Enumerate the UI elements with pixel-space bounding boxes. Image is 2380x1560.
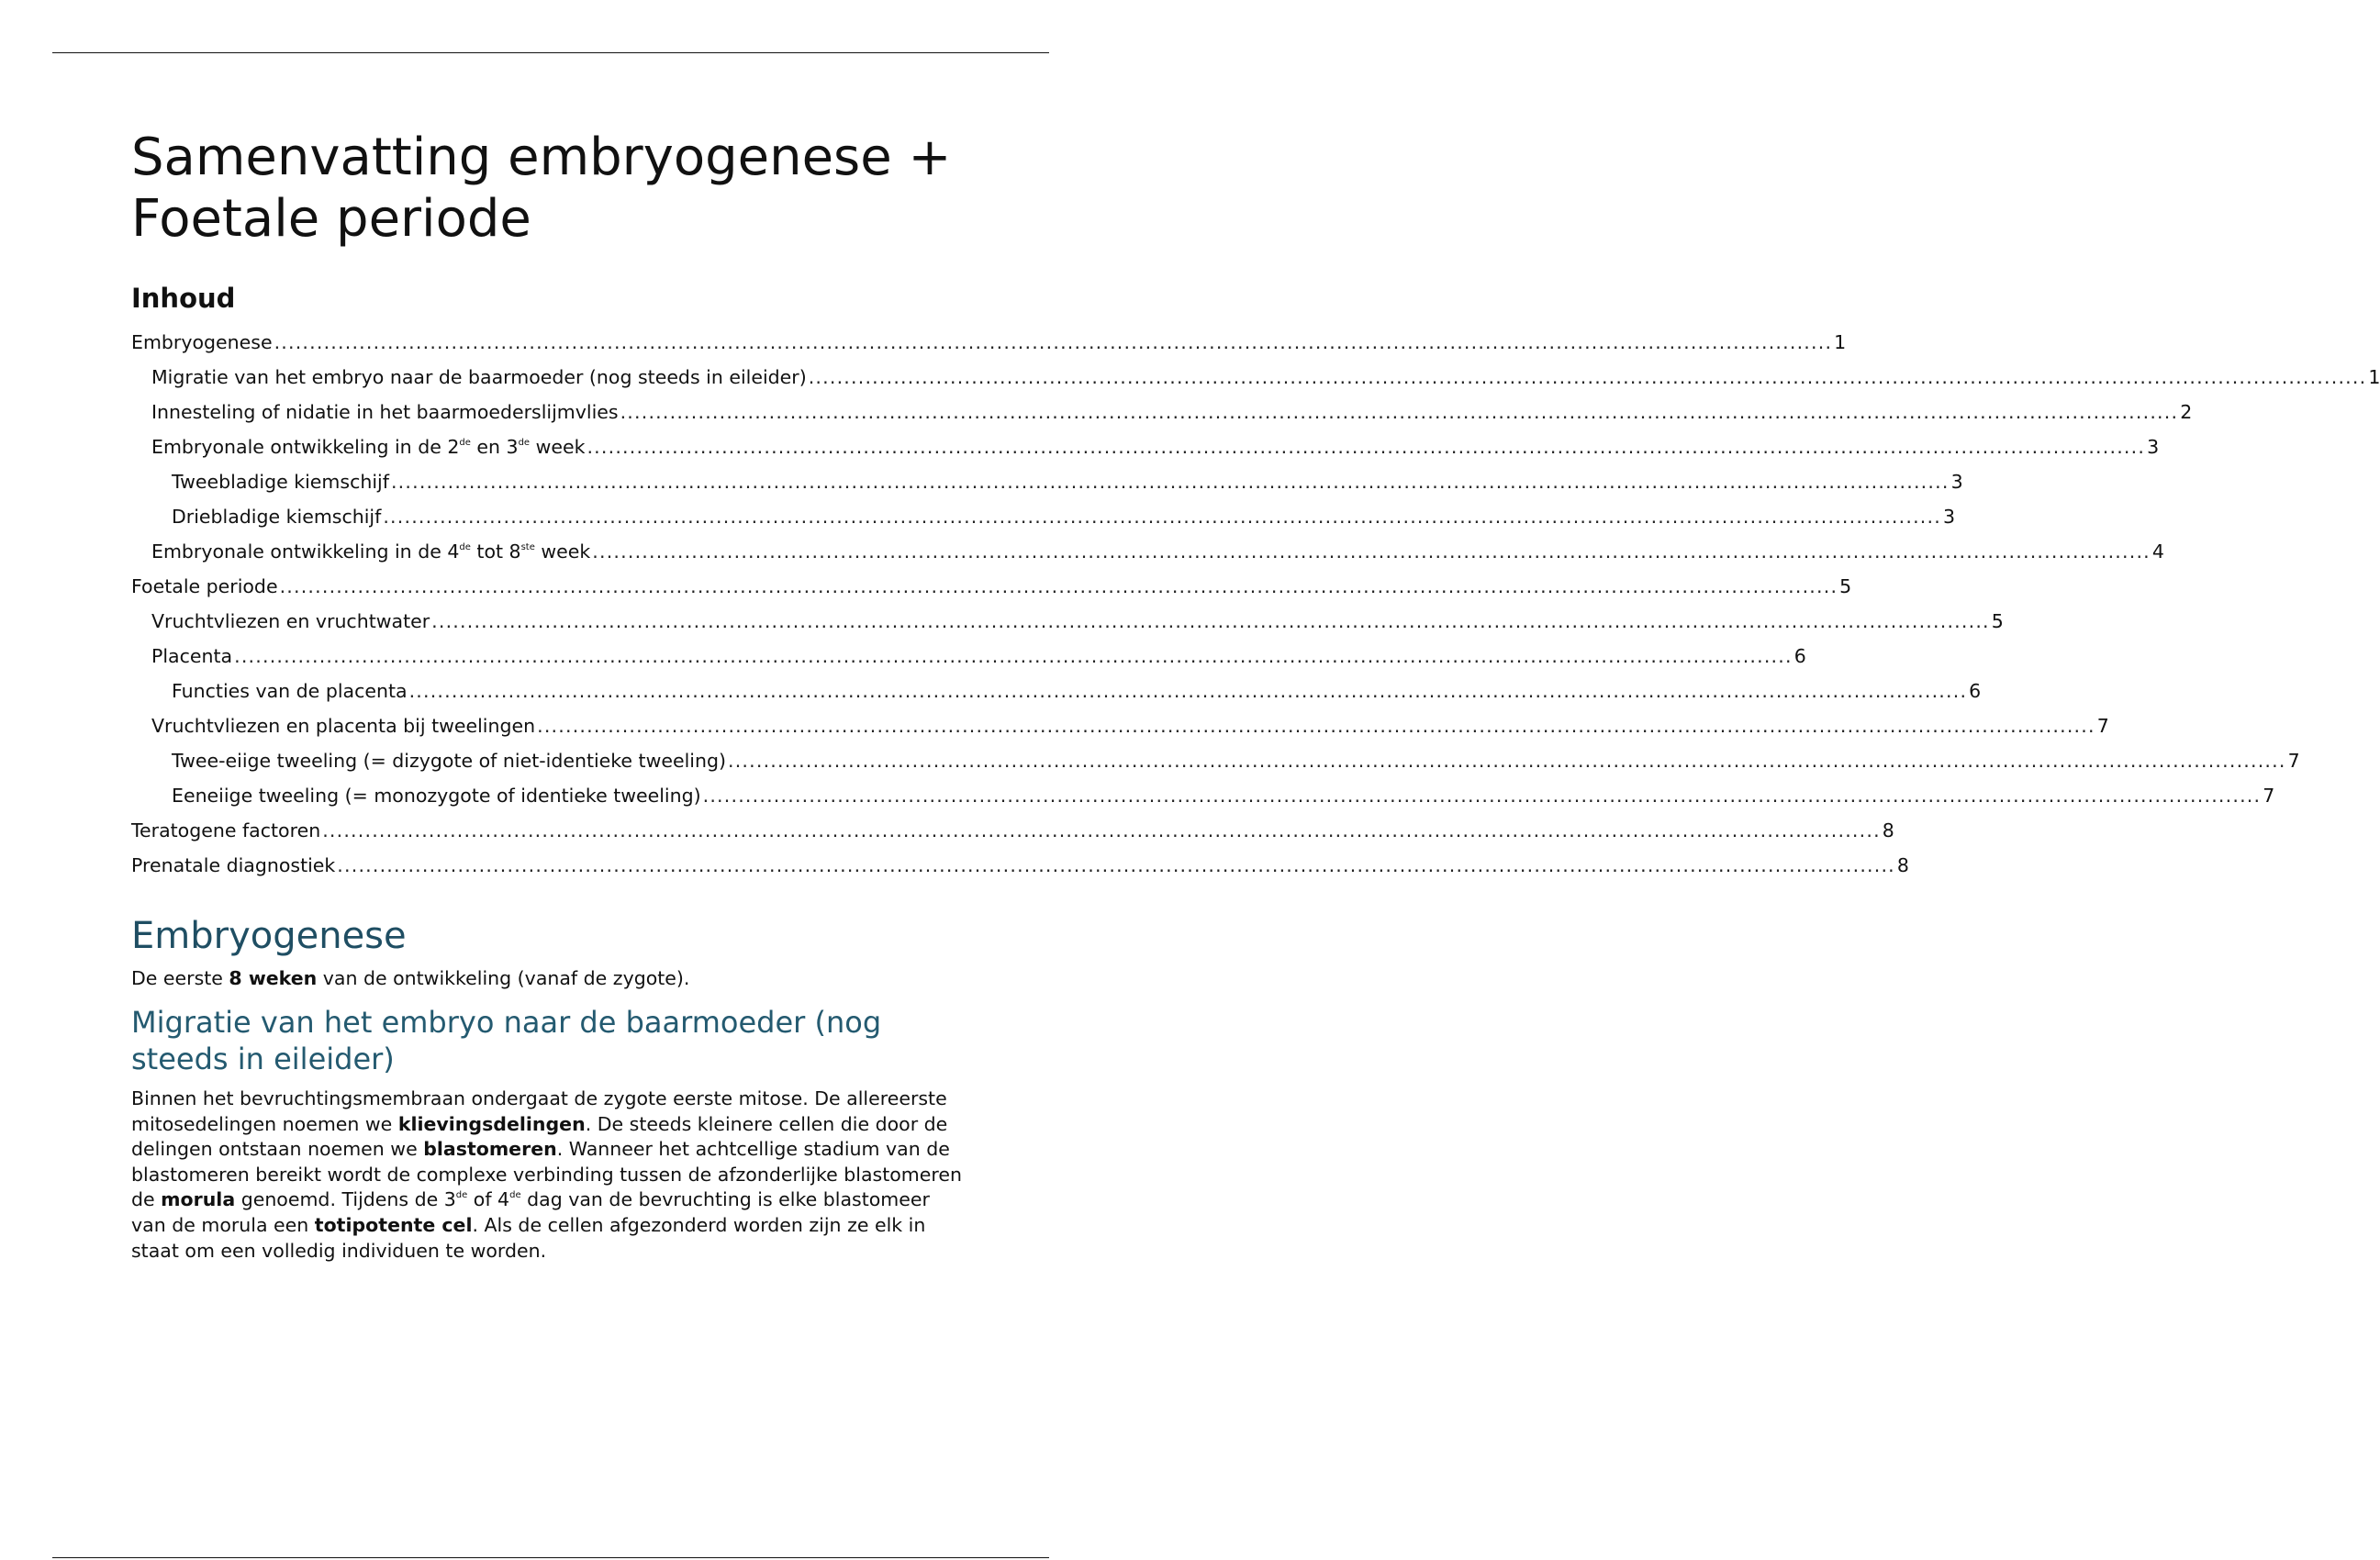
text-run: Binnen het bevruchtingsmembraan ondergaat de zygote eerste mitose. De allereerste mitosedelingen noemen we [131,1087,947,1135]
toc-entry-title [172,464,389,499]
text-run: Embryonale ontwikkeling in de 4 [151,540,460,563]
toc-page-number: 7 [2287,750,2300,772]
toc-entry[interactable] [131,499,1955,534]
text-run: Placenta [151,645,233,667]
text-run: Vruchtvliezen en vruchtwater [151,610,430,632]
superscript: ste [520,542,535,552]
toc-entry-title [151,708,535,743]
subsection-heading: Migratie van het embryo naar de baarmoeder (nog steeds in eileider) [131,1005,882,1076]
text-run: Embryonale ontwikkeling in de 2 [151,436,460,458]
toc-entry-title [172,778,701,813]
toc-leader-dots: ............................................................................................................................................................................................................................ [537,715,2095,737]
toc-page-number: 5 [1991,610,2004,632]
toc-page-number: 8 [1896,854,1909,876]
toc-entry[interactable] [131,395,2193,429]
text-run: Embryogenese [131,331,273,353]
toc-leader-dots: ............................................................................................................................................................................................................................ [279,575,1838,597]
toc-entry[interactable] [131,360,2380,395]
toc-leader-dots: ............................................................................................................................................................................................................................ [408,680,1968,702]
bold-term: 8 weken [229,967,318,989]
bold-term: totipotente cel [314,1213,473,1236]
bottom-rule [52,1557,1049,1558]
text-run: Twee-eiige tweeling (= dizygote of niet-identieke tweeling) [172,750,726,772]
text-run: van de ontwikkeling (vanaf de zygote). [317,967,690,989]
toc-entry[interactable] [131,813,1894,848]
toc-heading: Inhoud [131,283,236,314]
toc-entry-title [151,429,585,464]
toc-page-number: 3 [1950,471,1963,493]
toc-entry-title [131,569,278,604]
toc-entry-title [172,743,726,778]
toc-entry[interactable] [131,639,1806,674]
text-run: Prenatale diagnostiek [131,854,336,876]
toc-entry[interactable] [131,429,2160,464]
superscript: de [509,1190,521,1201]
toc-leader-dots: ............................................................................................................................................................................................................................ [274,331,1833,353]
text-run: Functies van de placenta [172,680,408,702]
text-run: Foetale periode [131,575,278,597]
toc-entry-title [131,848,335,883]
toc-page-number: 3 [1942,506,1955,528]
toc-entry[interactable] [131,569,1852,604]
toc-entry-title [131,325,273,360]
text-run: Innesteling of nidatie in het baarmoederslijmvlies [151,401,619,423]
text-run: . Wanneer het achtcellige stadium van de blastomeren bereikt wordt de complexe verbinding tussen de afzonderlijke blastomeren de [131,1138,962,1211]
text-run: Driebladige kiemschijf [172,506,382,528]
toc-entry-title [131,813,320,848]
toc-entry[interactable] [131,743,2300,778]
text-run: De eerste [131,967,229,989]
toc-page-number: 8 [1882,819,1894,841]
toc-leader-dots: ............................................................................................................................................................................................................................ [592,540,2151,563]
toc-leader-dots: ............................................................................................................................................................................................................................ [383,506,1941,528]
toc-entry[interactable] [131,464,1963,499]
text-run: Tweebladige kiemschijf [172,471,389,493]
toc-page-number: 5 [1839,575,1852,597]
toc-leader-dots: ............................................................................................................................................................................................................................ [234,645,1793,667]
document-title: Samenvatting embryogenese + Foetale periode [131,128,952,249]
bold-term: morula [161,1188,236,1211]
toc-page-number: 3 [2147,436,2160,458]
toc-leader-dots: ............................................................................................................................................................................................................................ [587,436,2146,458]
toc-entry-title [151,360,807,395]
toc-page-number: 1 [1834,331,1847,353]
toc-leader-dots: ............................................................................................................................................................................................................................ [337,854,1895,876]
toc-leader-dots: ............................................................................................................................................................................................................................ [702,785,2262,807]
bold-term: klievingsdelingen [397,1112,586,1135]
text-run: week [530,436,586,458]
text-run: Eeneiige tweeling (= monozygote of identieke tweeling) [172,785,701,807]
text-run: Vruchtvliezen en placenta bij tweelingen [151,715,536,737]
toc-leader-dots: ............................................................................................................................................................................................................................ [390,471,1950,493]
toc-entry-title [151,639,232,674]
toc-page-number: 4 [2151,540,2164,563]
text-run: dag van de bevruchting is elke blastomeer van de morula een [131,1188,930,1236]
toc-page-number: 7 [2096,715,2109,737]
document-page [131,127,2380,1264]
toc-leader-dots: ............................................................................................................................................................................................................................ [620,401,2179,423]
toc-leader-dots: ............................................................................................................................................................................................................................ [431,610,1990,632]
toc-page-number: 7 [2263,785,2275,807]
section-intro [131,965,970,991]
superscript: de [459,438,471,448]
toc-page-number: 6 [1969,680,1982,702]
toc-entry[interactable] [131,848,1909,883]
toc-entry[interactable] [131,674,1982,708]
toc-page-number: 6 [1793,645,1806,667]
toc-entry[interactable] [131,708,2109,743]
text-run: of 4 [467,1188,510,1211]
section-heading: Embryogenese [131,915,407,957]
subsection-body [131,1086,970,1264]
text-run: Migratie van het embryo naar de baarmoeder (nog steeds in eileider) [151,366,807,388]
toc-leader-dots: ............................................................................................................................................................................................................................ [808,366,2367,388]
text-run: genoemd. Tijdens de 3 [235,1188,456,1211]
text-run: tot 8 [470,540,521,563]
text-run: . De steeds kleinere cellen die door de delingen ontstaan noemen we [131,1112,948,1161]
toc-page-number: 2 [2180,401,2193,423]
toc-entry[interactable] [131,604,2004,639]
toc-entry[interactable] [131,325,1847,360]
toc-entry-title [151,534,590,569]
top-rule [52,52,1049,53]
text-run: . Als de cellen afgezonderd worden zijn ze elk in staat om een volledig individuen te worden. [131,1213,926,1262]
toc-entry-title [172,499,381,534]
toc-entry[interactable] [131,534,2164,569]
superscript: de [455,1190,468,1201]
toc-entry-title [151,395,619,429]
text-run: Teratogene factoren [131,819,321,841]
toc-entry[interactable] [131,778,2275,813]
superscript: de [518,438,531,448]
text-run: week [534,540,591,563]
bold-term: blastomeren [423,1138,557,1161]
toc-entry-title [151,604,430,639]
toc-leader-dots: ............................................................................................................................................................................................................................ [727,750,2286,772]
superscript: de [459,542,471,552]
toc-entry-title [172,674,408,708]
toc-page-number: 1 [2368,366,2380,388]
toc-leader-dots: ............................................................................................................................................................................................................................ [322,819,1881,841]
table-of-contents [131,325,2380,883]
text-run: en 3 [470,436,519,458]
